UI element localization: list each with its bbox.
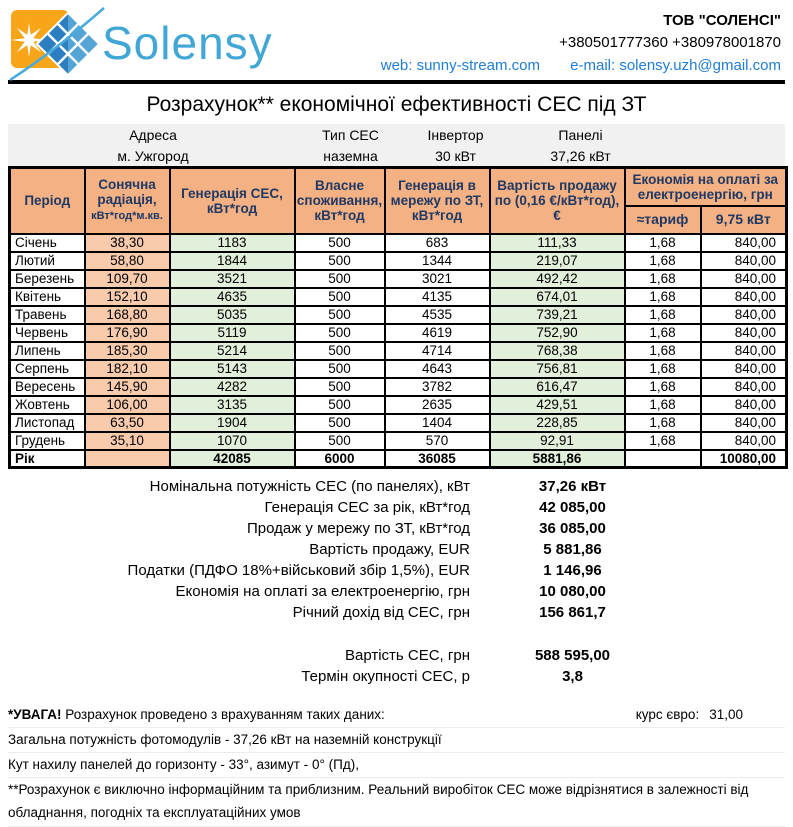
value-cell: 500 bbox=[295, 270, 385, 288]
value-cell: 1,68 bbox=[625, 270, 701, 288]
warning-text: Розрахунок проведено з врахуванням таких даних: bbox=[61, 707, 385, 722]
table-row bbox=[10, 378, 787, 396]
value-cell: 1404 bbox=[385, 414, 490, 432]
value-cell: 840,00 bbox=[701, 288, 787, 306]
value-cell: 3135 bbox=[170, 396, 295, 414]
table-row bbox=[10, 414, 787, 432]
note-row: Кут нахилу панелей до горизонту - 33°, азимут - 0° (Пд), bbox=[8, 753, 785, 778]
table-row bbox=[10, 252, 787, 270]
value-cell: 1,68 bbox=[625, 324, 701, 342]
address-label: Адреса bbox=[129, 126, 177, 143]
summary-label: Номінальна потужність СЕС (по панелях), кВт bbox=[149, 478, 470, 495]
total-label: Рік bbox=[10, 450, 85, 468]
warning-label: *УВАГА! bbox=[8, 707, 62, 722]
month-cell: Вересень bbox=[10, 378, 85, 396]
value-cell: 145,90 bbox=[85, 378, 170, 396]
value-cell: 3782 bbox=[385, 378, 490, 396]
value-cell: 5119 bbox=[170, 324, 295, 342]
value-cell: 840,00 bbox=[701, 306, 787, 324]
type-label: Тип СЕС bbox=[322, 126, 379, 143]
col-header-sale-value: Вартість продажу по (0,16 €/кВт*год), € bbox=[490, 168, 625, 234]
page-title: Розрахунок** економічної ефективності СЕС під ЗТ bbox=[146, 93, 647, 116]
panels-label: Панелі bbox=[558, 126, 603, 143]
value-cell: 176,90 bbox=[85, 324, 170, 342]
radiation-unit: кВт*год*м.кв. bbox=[91, 210, 163, 223]
value-cell: 492,42 bbox=[490, 270, 625, 288]
summary-label: Термін окупності СЕС, р bbox=[301, 668, 470, 685]
table-row bbox=[10, 288, 787, 306]
table-total-row bbox=[10, 450, 787, 468]
value-cell: 111,33 bbox=[490, 234, 625, 252]
value-cell: 570 bbox=[385, 432, 490, 450]
value-cell: 63,50 bbox=[85, 414, 170, 432]
table-row bbox=[10, 306, 787, 324]
value-cell: 92,91 bbox=[490, 432, 625, 450]
address-value: м. Ужгород bbox=[117, 147, 189, 164]
value-cell: 1844 bbox=[170, 252, 295, 270]
table-row bbox=[10, 234, 787, 252]
summary-value: 3,8 bbox=[562, 668, 583, 685]
summary-row bbox=[8, 518, 785, 539]
calculation-table bbox=[8, 166, 788, 469]
value-cell: 1,68 bbox=[625, 414, 701, 432]
summary-value: 36 085,00 bbox=[539, 520, 606, 537]
value-cell: 840,00 bbox=[701, 324, 787, 342]
value-cell: 500 bbox=[295, 324, 385, 342]
value-cell: 4619 bbox=[385, 324, 490, 342]
month-cell: Жовтень bbox=[10, 396, 85, 414]
note-row bbox=[8, 703, 785, 728]
col-header-kw: 9,75 кВт bbox=[701, 206, 787, 234]
value-cell: 4282 bbox=[170, 378, 295, 396]
value-cell: 58,80 bbox=[85, 252, 170, 270]
value-cell: 683 bbox=[385, 234, 490, 252]
summary-row bbox=[8, 560, 785, 581]
summary-label: Податки (ПДФО 18%+військовий збір 1,5%), EUR bbox=[127, 562, 470, 579]
value-cell: 106,00 bbox=[85, 396, 170, 414]
month-cell: Лютий bbox=[10, 252, 85, 270]
note-row: **Розрахунок є виключно інформаційним та приблизним. Реальний виробіток СЕС може відрізнятися в залежності від обладнання, погодніх та експлуатаційних умов bbox=[8, 778, 785, 827]
value-cell: 500 bbox=[295, 360, 385, 378]
value-cell: 4535 bbox=[385, 306, 490, 324]
page-header bbox=[8, 0, 785, 84]
inverter-label: Інвертор bbox=[427, 126, 484, 143]
summary-label: Продаж у мережу по ЗТ, кВт*год bbox=[246, 520, 470, 537]
month-cell: Травень bbox=[10, 306, 85, 324]
value-cell: 35,10 bbox=[85, 432, 170, 450]
value-cell: 616,47 bbox=[490, 378, 625, 396]
value-cell: 840,00 bbox=[701, 432, 787, 450]
table-row bbox=[10, 270, 787, 288]
table-row bbox=[10, 360, 787, 378]
summary-label: Економія на оплаті за електроенергію, грн bbox=[175, 583, 470, 600]
table-row bbox=[10, 342, 787, 360]
phone-numbers: +380501777360 +380978001870 bbox=[559, 34, 781, 51]
col-header-generation: Генерація СЕС, кВт*год bbox=[170, 168, 295, 234]
web-link[interactable]: web: sunny-stream.com bbox=[380, 57, 540, 74]
value-cell: 5214 bbox=[170, 342, 295, 360]
radiation-title: Сонячна радіація, bbox=[97, 177, 157, 208]
euro-rate bbox=[636, 703, 785, 727]
table-row bbox=[10, 324, 787, 342]
summary-gap bbox=[8, 623, 785, 645]
value-cell: 1,68 bbox=[625, 342, 701, 360]
month-cell: Липень bbox=[10, 342, 85, 360]
value-cell: 840,00 bbox=[701, 270, 787, 288]
value-cell: 500 bbox=[295, 234, 385, 252]
value-cell: 840,00 bbox=[701, 342, 787, 360]
value-cell: 1,68 bbox=[625, 252, 701, 270]
col-header-period: Період bbox=[10, 168, 85, 234]
table-row bbox=[10, 396, 787, 414]
value-cell: 1,68 bbox=[625, 306, 701, 324]
value-cell: 3521 bbox=[170, 270, 295, 288]
summary-row bbox=[8, 539, 785, 560]
total-cell: 5881,86 bbox=[490, 450, 625, 468]
value-cell: 1,68 bbox=[625, 234, 701, 252]
col-header-tariff: ≈тариф bbox=[625, 206, 701, 234]
total-cell: 10080,00 bbox=[701, 450, 787, 468]
value-cell: 185,30 bbox=[85, 342, 170, 360]
value-cell: 228,85 bbox=[490, 414, 625, 432]
summary-row bbox=[8, 666, 785, 687]
note-warning bbox=[8, 703, 385, 727]
value-cell: 152,10 bbox=[85, 288, 170, 306]
total-cell: 6000 bbox=[295, 450, 385, 468]
summary-value: 5 881,86 bbox=[543, 541, 602, 558]
value-cell: 500 bbox=[295, 342, 385, 360]
month-cell: Серпень bbox=[10, 360, 85, 378]
value-cell: 1070 bbox=[170, 432, 295, 450]
col-header-grid-feed: Генерація в мережу по ЗТ, кВт*год bbox=[385, 168, 490, 234]
summary-label: Вартість СЕС, грн bbox=[344, 647, 470, 664]
value-cell: 1,68 bbox=[625, 396, 701, 414]
inverter-value: 30 кВт bbox=[435, 147, 476, 164]
value-cell: 182,10 bbox=[85, 360, 170, 378]
summary-row bbox=[8, 476, 785, 497]
notes-section bbox=[8, 703, 785, 827]
logo-wordmark: Solensy bbox=[102, 17, 273, 69]
col-header-savings-group: Економія на оплаті за електроенергію, грн bbox=[625, 168, 787, 206]
value-cell: 2635 bbox=[385, 396, 490, 414]
value-cell: 1,68 bbox=[625, 432, 701, 450]
value-cell: 840,00 bbox=[701, 252, 787, 270]
value-cell: 500 bbox=[295, 396, 385, 414]
value-cell: 1,68 bbox=[625, 378, 701, 396]
col-header-radiation bbox=[85, 168, 170, 234]
total-cell bbox=[625, 450, 701, 468]
value-cell: 4643 bbox=[385, 360, 490, 378]
type-value: наземна bbox=[323, 147, 378, 164]
value-cell: 500 bbox=[295, 252, 385, 270]
month-cell: Січень bbox=[10, 234, 85, 252]
euro-rate-label: курс євро: bbox=[635, 707, 700, 722]
summary-row bbox=[8, 645, 785, 666]
value-cell: 38,30 bbox=[85, 234, 170, 252]
object-info-band bbox=[8, 124, 785, 166]
value-cell: 840,00 bbox=[701, 360, 787, 378]
value-cell: 5035 bbox=[170, 306, 295, 324]
value-cell: 840,00 bbox=[701, 234, 787, 252]
summary-value: 156 861,7 bbox=[539, 604, 606, 621]
contact-block bbox=[355, 4, 785, 78]
value-cell: 1,68 bbox=[625, 360, 701, 378]
summary-value: 588 595,00 bbox=[534, 647, 611, 664]
summary-section bbox=[8, 476, 785, 687]
table-body bbox=[10, 234, 787, 468]
info-spacer bbox=[653, 145, 785, 166]
value-cell: 840,00 bbox=[701, 396, 787, 414]
value-cell: 3021 bbox=[385, 270, 490, 288]
web-email-line bbox=[355, 54, 781, 78]
value-cell: 4714 bbox=[385, 342, 490, 360]
value-cell: 840,00 bbox=[701, 414, 787, 432]
total-cell: 42085 bbox=[170, 450, 295, 468]
value-cell: 1183 bbox=[170, 234, 295, 252]
value-cell: 219,07 bbox=[490, 252, 625, 270]
value-cell: 500 bbox=[295, 432, 385, 450]
value-cell: 168,80 bbox=[85, 306, 170, 324]
email-link[interactable]: e-mail: solensy.uzh@gmail.com bbox=[570, 57, 781, 74]
value-cell: 674,01 bbox=[490, 288, 625, 306]
value-cell: 1904 bbox=[170, 414, 295, 432]
month-cell: Квітень bbox=[10, 288, 85, 306]
value-cell: 429,51 bbox=[490, 396, 625, 414]
summary-value: 42 085,00 bbox=[539, 499, 606, 516]
value-cell: 4135 bbox=[385, 288, 490, 306]
month-cell: Листопад bbox=[10, 414, 85, 432]
month-cell: Грудень bbox=[10, 432, 85, 450]
info-spacer bbox=[653, 124, 785, 145]
company-name: ТОВ "СОЛЕНСІ" bbox=[663, 12, 781, 29]
value-cell: 500 bbox=[295, 414, 385, 432]
value-cell: 4635 bbox=[170, 288, 295, 306]
value-cell: 1,68 bbox=[625, 288, 701, 306]
solensy-logo-icon bbox=[8, 4, 108, 82]
euro-rate-value: 31,00 bbox=[709, 707, 743, 722]
solensy-logo bbox=[8, 4, 273, 82]
summary-row bbox=[8, 497, 785, 518]
summary-value: 1 146,96 bbox=[543, 562, 602, 579]
summary-label: Генерація СЕС за рік, кВт*год bbox=[264, 499, 470, 516]
value-cell: 5143 bbox=[170, 360, 295, 378]
value-cell: 500 bbox=[295, 288, 385, 306]
summary-value: 10 080,00 bbox=[539, 583, 606, 600]
panels-value: 37,26 кВт bbox=[550, 147, 611, 164]
month-cell: Червень bbox=[10, 324, 85, 342]
summary-label: Річний дохід від СЕС, грн bbox=[292, 604, 470, 621]
col-header-own-consumption: Власне споживання, кВт*год bbox=[295, 168, 385, 234]
value-cell: 109,70 bbox=[85, 270, 170, 288]
value-cell: 1344 bbox=[385, 252, 490, 270]
table-row bbox=[10, 432, 787, 450]
total-cell bbox=[85, 450, 170, 468]
note-row: Загальна потужність фотомодулів - 37,26 кВт на наземній конструкції bbox=[8, 728, 785, 753]
summary-value: 37,26 кВт bbox=[538, 478, 607, 495]
value-cell: 840,00 bbox=[701, 378, 787, 396]
summary-row bbox=[8, 602, 785, 623]
summary-row bbox=[8, 581, 785, 602]
value-cell: 500 bbox=[295, 378, 385, 396]
month-cell: Березень bbox=[10, 270, 85, 288]
value-cell: 756,81 bbox=[490, 360, 625, 378]
value-cell: 768,38 bbox=[490, 342, 625, 360]
value-cell: 752,90 bbox=[490, 324, 625, 342]
value-cell: 739,21 bbox=[490, 306, 625, 324]
total-cell: 36085 bbox=[385, 450, 490, 468]
summary-label: Вартість продажу, EUR bbox=[309, 541, 470, 558]
value-cell: 500 bbox=[295, 306, 385, 324]
